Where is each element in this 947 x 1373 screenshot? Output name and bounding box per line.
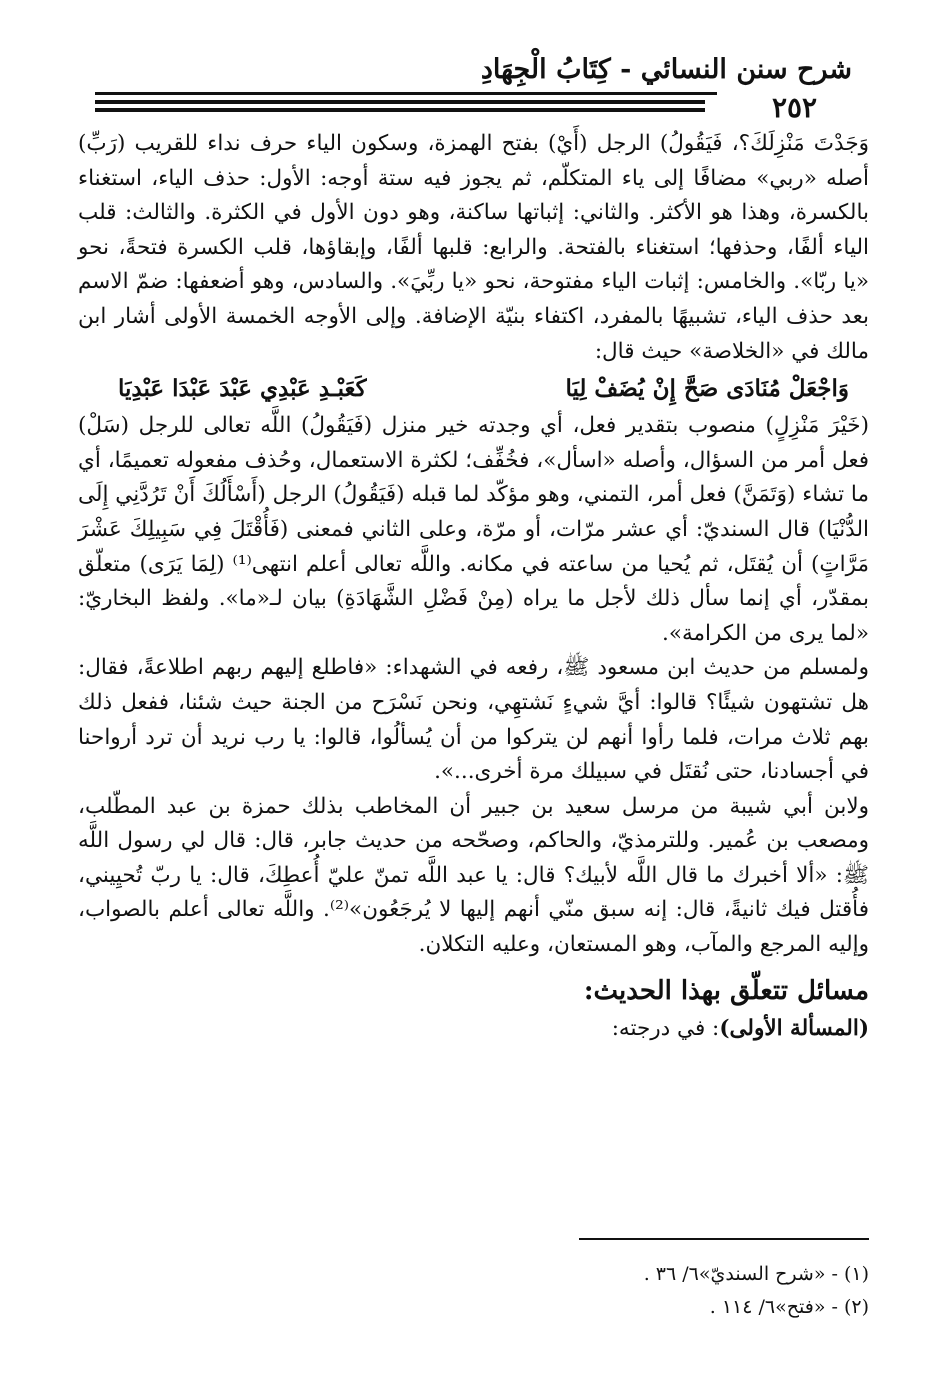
footnote: (٢) - «فتح»٦/ ١١٤ . — [709, 1296, 869, 1318]
subsection-heading — [78, 1011, 869, 1047]
section-heading: مسائل تتعلّق بهذا الحديث: — [583, 975, 869, 1006]
paragraph: وَجَدْتَ مَنْزِلَكَ؟، فَيَقُولُ) الرجل (أَيْ) بفتح الهمزة، وسكون الياء حرف نداء للقريب (رَبِّ) أصله «ربي» مضافًا إلى ياء المتكلّم، ثم يجوز فيه ستة أوجه: الأول: حذف الياء، استغناء بالكسرة، وهذا هو الأكثر. والثاني: إثباتها ساكنة، وهو دون الأول في الكثرة. والثالث: قلب الياء ألفًا، وحذفها؛ استغناء بالفتحة. والرابع: قلبها ألفًا، وإبقاؤها، قلب الكسرة فتحةً، نحو «يا ربّا». والخامس: إثبات الياء مفتوحة، نحو «يا ربِّيَ». والسادس، وهو أضعفها: ضمّ الاسم بعد حذف الياء، تشبيهًا بالمفرد، اكتفاء بنيّة الإضافة. وإلى الأوجه الخمسة الأولى أشار ابن مالك في «الخلاصة» حيث قال: — [78, 131, 869, 364]
footnotes — [78, 1258, 869, 1324]
paragraph: ولابن أبي شيبة من مرسل سعيد بن جبير أن المخاطب بذلك حمزة بن عبد المطّلب، ومصعب بن عُمير. وللترمذيّ، والحاكم، وصحّحه من حديث جابر، قال: قال لي رسول اللَّه ﷺ: «ألا أخبرك ما قال اللَّه لأبيك؟ قال: يا عبد اللَّه تمنّ عليّ أُعطِكَ، قال: يا ربّ تُحيِيني، فأُقتل فيك ثانيةً، قال: إنه سبق منّي أنهم إليها لا يُرجَعُون»⁽²⁾. واللَّه تعالى أعلم بالصواب، وإليه المرجع والمآب، وهو المستعان، وعليه التكلان. — [78, 793, 869, 958]
main-text — [78, 127, 869, 1047]
subsection-label: (المسألة الأولى) — [719, 1015, 869, 1041]
subsection-text: : في درجته: — [611, 1015, 720, 1041]
poem-verse — [78, 369, 869, 409]
footnote: (١) - «شرح السنديّ»٦/ ٣٦ . — [643, 1263, 869, 1285]
poem-hemistich-left: كَعَبْـدِ عَبْدِي عَبْدَ عَبْدَا عَبْدِيَا — [118, 375, 367, 403]
header-rule — [95, 108, 705, 112]
footnote-rule — [579, 1238, 869, 1240]
paragraph: ولمسلم من حديث ابن مسعود ﷺ، رفعه في الشهداء: «فاطلع إليهم ربهم اطلاعةً، فقال: هل تشتهون شيئًا؟ قالوا: أيَّ شيءٍ نَشتهِي، ونحن نَسْرَح من الجنة حيث شئنا، ففعل ذلك بهم ثلاث مرات، فلما رأوا أنهم لن يتركوا من أن يُسألُوا، قالوا: يا رب نريد أن ترد أرواحنا في أجسادنا، حتى نُقتَل في سبيلك مرة أخرى...». — [78, 655, 869, 785]
page-number: ٢٥٢ — [717, 91, 872, 124]
page-header — [95, 48, 852, 123]
running-title: شرح سنن النسائي - كِتَابُ الْجِهَادِ — [480, 54, 852, 85]
paragraph: (خَيْرَ مَنْزِلٍ) منصوب بتقدير فعل، أي وجدته خير منزل (فَيَقُولُ) اللَّه تعالى للرجل (سَلْ) فعل أمر من السؤال، وأصله «اسأل»، فخُفِّف؛ لكثرة الاستعمال، وحُذف مفعوله تعميمًا، أي ما تشاء (وَتَمَنَّ) فعل أمر، التمني، وهو مؤكّد لما قبله (فَيَقُولُ) الرجل (أَسْأَلُكَ أَنْ تَرُدَّنِي إِلَى الدُّنْيَا) قال السنديّ: أي عشر مرّات، أو مرّة، وعلى الثاني فمعنى (فَأُقْتَلَ فِي سَبِيلِكَ عَشْرَ مَرَّاتٍ) أن يُقتَل، ثم يُحيا من ساعته في مكانه. واللَّه تعالى أعلم انتهى⁽¹⁾ (لِمَا يَرَى) متعلّق بمقدّر، أي إنما سأل ذلك لأجل ما يراه (مِنْ فَضْلِ الشَّهَادَةِ) بيان لـ«ما». ولفظ البخاريّ: «لما يرى من الكرامة». — [78, 413, 869, 646]
poem-hemistich-right: وَاجْعَلْ مُنَادَى صَحَّ إِنْ يُضَفْ لِيَا — [565, 375, 849, 403]
header-rule — [95, 100, 705, 104]
